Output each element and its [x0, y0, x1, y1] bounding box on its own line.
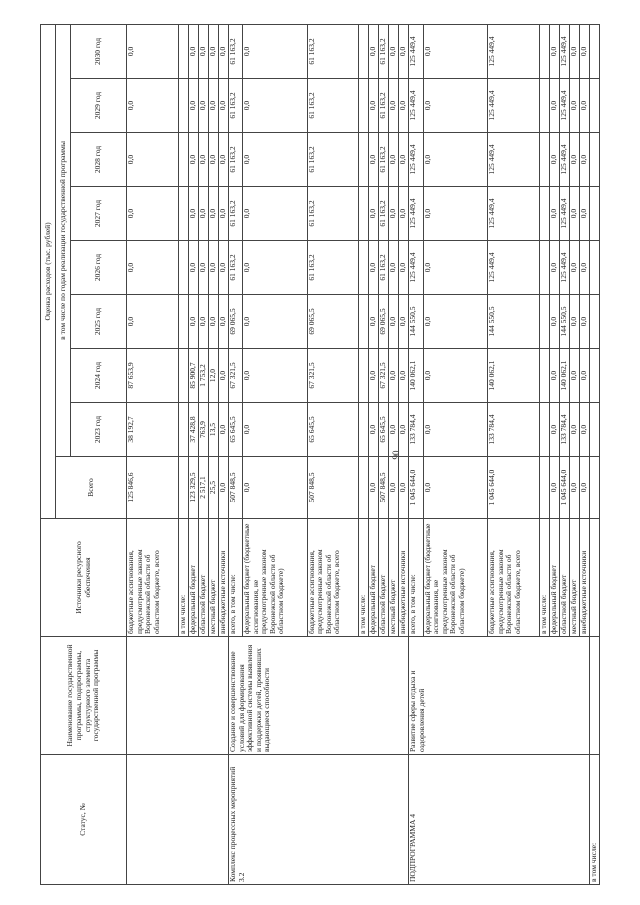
year-value-cell: 0,0	[218, 187, 228, 241]
year-value-cell: 0,0	[218, 24, 228, 78]
year-value-cell: 0,0	[423, 349, 488, 403]
year-value-cell: 61 163,2	[228, 187, 242, 241]
year-value-cell: 0,0	[242, 79, 307, 133]
source-cell: федеральный бюджет (бюджетные ассигнования, не предусмотренные законом Воронежской области об областном бюджете)	[423, 519, 488, 637]
year-value-cell: 0,0	[369, 133, 379, 187]
budget-table	[40, 24, 600, 885]
year-value-cell	[359, 24, 369, 78]
year-value-cell: 0,0	[188, 295, 198, 349]
year-value-cell: 0,0	[389, 133, 399, 187]
status-cell: ПОДПРОГРАММА 4	[409, 755, 590, 885]
source-cell: в том числе:	[540, 519, 550, 637]
year-value-cell: 0,0	[580, 295, 590, 349]
year-value-cell: 0,0	[127, 187, 179, 241]
year-value-cell	[540, 349, 550, 403]
year-value-cell: 0,0	[423, 187, 488, 241]
year-value-cell: 61 163,2	[228, 133, 242, 187]
year-value-cell	[178, 133, 188, 187]
year-value-cell: 0,0	[198, 241, 208, 295]
year-value-cell: 0,0	[570, 79, 580, 133]
year-value-cell: 0,0	[389, 79, 399, 133]
year-value-cell	[359, 241, 369, 295]
table-row	[127, 24, 179, 884]
year-value-cell	[540, 295, 550, 349]
total-cell	[590, 457, 600, 519]
source-cell: областной бюджет	[379, 519, 389, 637]
total-cell: 0,0	[389, 457, 399, 519]
year-value-cell: 763,9	[198, 403, 208, 457]
year-value-cell: 0,0	[550, 187, 560, 241]
year-value-cell	[178, 241, 188, 295]
year-value-cell: 0,0	[242, 133, 307, 187]
total-cell: 507 848,5	[228, 457, 242, 519]
total-cell: 123 329,5	[188, 457, 198, 519]
total-cell: 1 045 644,0	[409, 457, 423, 519]
year-value-cell: 0,0	[188, 133, 198, 187]
year-value-cell: 0,0	[570, 295, 580, 349]
source-cell: в том числе:	[178, 519, 188, 637]
year-value-cell: 0,0	[550, 24, 560, 78]
total-cell: 0,0	[580, 457, 590, 519]
year-value-cell: 0,0	[399, 187, 409, 241]
year-value-cell: 125 449,4	[488, 187, 540, 241]
year-value-cell: 0,0	[550, 241, 560, 295]
year-value-cell: 125 449,4	[409, 133, 423, 187]
year-value-cell: 0,0	[580, 403, 590, 457]
year-value-cell: 0,0	[218, 403, 228, 457]
year-value-cell: 0,0	[218, 79, 228, 133]
year-value-cell: 0,0	[188, 24, 198, 78]
year-value-cell: 65 645,5	[228, 403, 242, 457]
year-value-cell: 0,0	[198, 133, 208, 187]
year-value-cell: 0,0	[389, 24, 399, 78]
year-value-cell: 0,0	[389, 403, 399, 457]
status-cell: в том числе:	[590, 755, 600, 885]
year-value-cell: 0,0	[399, 79, 409, 133]
year-value-cell: 144 550,5	[409, 295, 423, 349]
year-value-cell	[178, 349, 188, 403]
year-value-cell: 0,0	[580, 24, 590, 78]
total-cell: 2 517,1	[198, 457, 208, 519]
year-value-cell: 125 449,4	[409, 24, 423, 78]
year-value-cell: 125 449,4	[488, 79, 540, 133]
year-value-cell: 67 321,5	[228, 349, 242, 403]
year-value-cell: 0,0	[389, 349, 399, 403]
year-value-cell: 61 163,2	[307, 24, 359, 78]
source-cell: внебюджетные источники	[580, 519, 590, 637]
year-value-cell: 0,0	[218, 241, 228, 295]
year-value-cell: 0,0	[218, 295, 228, 349]
year-value-cell: 0,0	[570, 24, 580, 78]
source-cell: внебюджетные источники	[399, 519, 409, 637]
year-value-cell: 0,0	[198, 24, 208, 78]
year-value-cell: 144 550,5	[488, 295, 540, 349]
total-cell: 1 045 644,0	[488, 457, 540, 519]
year-value-cell: 0,0	[127, 133, 179, 187]
year-value-cell: 125 449,4	[409, 187, 423, 241]
year-value-cell: 61 163,2	[228, 241, 242, 295]
source-cell: федеральный бюджет	[369, 519, 379, 637]
year-value-cell: 125 449,4	[560, 24, 570, 78]
table-header	[41, 24, 127, 884]
year-value-cell: 0,0	[127, 79, 179, 133]
year-value-cell: 1 753,2	[198, 349, 208, 403]
table-row	[590, 24, 600, 884]
total-cell: 1 045 644,0	[560, 457, 570, 519]
year-value-cell	[590, 295, 600, 349]
year-value-cell: 0,0	[198, 187, 208, 241]
year-value-cell: 61 163,2	[228, 79, 242, 133]
year-value-cell: 0,0	[208, 133, 218, 187]
year-value-cell: 67 321,5	[307, 349, 359, 403]
year-value-cell: 0,0	[369, 349, 379, 403]
year-value-cell: 0,0	[198, 295, 208, 349]
year-value-cell: 13,5	[208, 403, 218, 457]
year-value-cell: 0,0	[423, 133, 488, 187]
year-value-cell: 67 321,5	[379, 349, 389, 403]
year-value-cell	[540, 187, 550, 241]
source-cell: в том числе:	[359, 519, 369, 637]
total-cell: 25,5	[208, 457, 218, 519]
year-value-cell: 0,0	[188, 241, 198, 295]
source-cell: федеральный бюджет	[550, 519, 560, 637]
total-cell: 507 848,5	[379, 457, 389, 519]
year-value-cell	[359, 295, 369, 349]
year-value-cell: 61 163,2	[379, 187, 389, 241]
year-value-cell: 61 163,2	[307, 241, 359, 295]
year-value-cell: 133 784,4	[409, 403, 423, 457]
year-value-cell: 0,0	[218, 133, 228, 187]
year-value-cell	[359, 349, 369, 403]
total-cell	[359, 457, 369, 519]
year-value-cell: 61 163,2	[307, 133, 359, 187]
year-value-cell	[540, 133, 550, 187]
year-value-cell: 140 062,1	[409, 349, 423, 403]
header-year: 2024 год	[71, 349, 127, 403]
year-value-cell: 61 163,2	[379, 24, 389, 78]
year-value-cell: 0,0	[208, 295, 218, 349]
year-value-cell: 125 449,4	[560, 187, 570, 241]
year-value-cell	[590, 187, 600, 241]
year-value-cell: 0,0	[242, 403, 307, 457]
year-value-cell: 0,0	[550, 403, 560, 457]
year-value-cell	[178, 24, 188, 78]
year-value-cell: 0,0	[369, 295, 379, 349]
year-value-cell: 0,0	[399, 295, 409, 349]
year-value-cell	[178, 295, 188, 349]
year-value-cell: 37 428,8	[188, 403, 198, 457]
total-cell: 507 848,5	[307, 457, 359, 519]
year-value-cell: 69 065,5	[379, 295, 389, 349]
total-cell	[540, 457, 550, 519]
year-value-cell	[540, 403, 550, 457]
year-value-cell: 0,0	[242, 349, 307, 403]
total-cell: 0,0	[369, 457, 379, 519]
total-cell: 0,0	[218, 457, 228, 519]
source-cell: внебюджетные источники	[218, 519, 228, 637]
year-value-cell	[178, 79, 188, 133]
year-value-cell: 0,0	[423, 403, 488, 457]
header-status: Статус, №	[41, 755, 127, 885]
year-value-cell: 144 550,5	[560, 295, 570, 349]
source-cell: местный бюджет	[570, 519, 580, 637]
name-cell: Создание и совершенствование условий для формирования эффективной системы выявления и поддержки детей, проявивших выдающиеся способности	[228, 637, 409, 755]
total-cell: 0,0	[399, 457, 409, 519]
year-value-cell: 12,0	[208, 349, 218, 403]
year-value-cell: 0,0	[208, 187, 218, 241]
year-value-cell: 0,0	[242, 187, 307, 241]
year-value-cell: 0,0	[570, 403, 580, 457]
year-value-cell: 0,0	[369, 241, 379, 295]
header-name: Наименование государственной программы, подпрограммы, структурного элемента государственной программы	[41, 637, 127, 755]
source-cell	[590, 519, 600, 637]
year-value-cell: 0,0	[550, 79, 560, 133]
source-cell: областной бюджет	[198, 519, 208, 637]
year-value-cell: 125 449,4	[488, 133, 540, 187]
year-value-cell: 61 163,2	[379, 133, 389, 187]
total-cell	[178, 457, 188, 519]
year-value-cell: 0,0	[423, 79, 488, 133]
year-value-cell: 125 449,4	[560, 241, 570, 295]
year-value-cell: 0,0	[399, 24, 409, 78]
total-cell: 0,0	[242, 457, 307, 519]
year-value-cell: 87 653,9	[127, 349, 179, 403]
source-cell: всего, в том числе:	[228, 519, 242, 637]
year-value-cell: 61 163,2	[228, 24, 242, 78]
year-value-cell: 0,0	[127, 295, 179, 349]
year-value-cell: 0,0	[208, 79, 218, 133]
year-value-cell: 125 449,4	[560, 79, 570, 133]
name-cell: Развитие сферы отдыха и оздоровления детей	[409, 637, 590, 755]
year-value-cell: 65 645,5	[379, 403, 389, 457]
total-cell: 125 846,6	[127, 457, 179, 519]
year-value-cell: 65 645,5	[307, 403, 359, 457]
year-value-cell: 0,0	[423, 24, 488, 78]
header-year: 2030 год	[71, 24, 127, 78]
year-value-cell	[590, 241, 600, 295]
year-value-cell	[359, 79, 369, 133]
year-value-cell: 0,0	[369, 187, 379, 241]
year-value-cell: 125 449,4	[560, 133, 570, 187]
year-value-cell: 61 163,2	[307, 187, 359, 241]
source-cell: бюджетные ассигнования, предусмотренные законом Воронежской области об областном бюджете, всего	[127, 519, 179, 637]
year-value-cell: 133 784,4	[488, 403, 540, 457]
year-value-cell: 0,0	[127, 241, 179, 295]
year-value-cell: 133 784,4	[560, 403, 570, 457]
header-year: 2023 год	[71, 403, 127, 457]
year-value-cell: 0,0	[208, 241, 218, 295]
year-value-cell: 125 449,4	[409, 79, 423, 133]
year-value-cell	[540, 241, 550, 295]
status-cell: Комплекс процессных мероприятий 3.2	[228, 755, 409, 885]
year-value-cell: 0,0	[580, 349, 590, 403]
year-value-cell: 61 163,2	[379, 241, 389, 295]
source-cell: местный бюджет	[389, 519, 399, 637]
year-value-cell: 0,0	[399, 133, 409, 187]
header-total: Всего	[56, 457, 127, 519]
year-value-cell	[590, 79, 600, 133]
source-cell: всего, в том числе:	[409, 519, 423, 637]
total-cell: 0,0	[570, 457, 580, 519]
year-value-cell: 69 065,5	[307, 295, 359, 349]
year-value-cell: 125 449,4	[488, 241, 540, 295]
year-value-cell: 0,0	[369, 24, 379, 78]
year-value-cell	[178, 187, 188, 241]
header-estimate: Оценка расходов (тыс. рублей)	[41, 24, 56, 518]
year-value-cell: 125 449,4	[488, 24, 540, 78]
year-value-cell: 0,0	[369, 79, 379, 133]
table-row	[228, 24, 242, 884]
header-year: 2028 год	[71, 133, 127, 187]
year-value-cell: 0,0	[127, 24, 179, 78]
year-value-cell	[359, 187, 369, 241]
year-value-cell: 0,0	[423, 295, 488, 349]
table-row	[409, 24, 423, 884]
table-body	[127, 24, 600, 884]
source-cell: бюджетные ассигнования, предусмотренные законом Воронежской области об областном бюджете, всего	[307, 519, 359, 637]
year-value-cell: 0,0	[399, 403, 409, 457]
year-value-cell: 0,0	[580, 133, 590, 187]
year-value-cell	[590, 349, 600, 403]
total-cell: 0,0	[550, 457, 560, 519]
year-value-cell: 0,0	[580, 187, 590, 241]
year-value-cell: 0,0	[369, 403, 379, 457]
status-cell	[127, 755, 229, 885]
year-value-cell: 0,0	[570, 187, 580, 241]
year-value-cell: 125 449,4	[409, 241, 423, 295]
year-value-cell	[540, 24, 550, 78]
year-value-cell: 0,0	[550, 295, 560, 349]
year-value-cell: 140 062,1	[488, 349, 540, 403]
year-value-cell: 0,0	[570, 349, 580, 403]
year-value-cell: 0,0	[389, 187, 399, 241]
source-cell: федеральный бюджет (бюджетные ассигнования, не предусмотренные законом Воронежской области об областном бюджете)	[242, 519, 307, 637]
year-value-cell: 0,0	[188, 79, 198, 133]
year-value-cell: 0,0	[389, 295, 399, 349]
year-value-cell	[359, 403, 369, 457]
header-year: 2025 год	[71, 295, 127, 349]
source-cell: бюджетные ассигнования, предусмотренные законом Воронежской области об областном бюджете, всего	[488, 519, 540, 637]
year-value-cell	[178, 403, 188, 457]
year-value-cell: 61 163,2	[379, 79, 389, 133]
year-value-cell	[590, 133, 600, 187]
header-by-year: в том числе по годам реализации государственной программы	[56, 24, 71, 456]
year-value-cell: 0,0	[399, 349, 409, 403]
year-value-cell	[590, 24, 600, 78]
year-value-cell: 0,0	[198, 79, 208, 133]
year-value-cell: 0,0	[580, 241, 590, 295]
year-value-cell: 0,0	[423, 241, 488, 295]
year-value-cell: 0,0	[550, 349, 560, 403]
header-year: 2027 год	[71, 187, 127, 241]
header-source: Источники ресурсного обеспечения	[41, 519, 127, 637]
year-value-cell: 0,0	[550, 133, 560, 187]
header-year: 2029 год	[71, 79, 127, 133]
year-value-cell: 0,0	[242, 24, 307, 78]
year-value-cell: 38 192,7	[127, 403, 179, 457]
year-value-cell: 69 065,5	[228, 295, 242, 349]
year-value-cell	[359, 133, 369, 187]
total-cell: 0,0	[423, 457, 488, 519]
year-value-cell: 0,0	[218, 349, 228, 403]
year-value-cell: 0,0	[580, 79, 590, 133]
source-cell: местный бюджет	[208, 519, 218, 637]
year-value-cell: 0,0	[399, 241, 409, 295]
source-cell: областной бюджет	[560, 519, 570, 637]
year-value-cell: 0,0	[242, 241, 307, 295]
source-cell: федеральный бюджет	[188, 519, 198, 637]
year-value-cell: 61 163,2	[307, 79, 359, 133]
year-value-cell: 0,0	[389, 241, 399, 295]
name-cell	[127, 637, 229, 755]
page-number: 90	[391, 450, 401, 460]
year-value-cell: 0,0	[208, 24, 218, 78]
year-value-cell: 0,0	[570, 241, 580, 295]
rotated-page	[40, 25, 600, 885]
year-value-cell: 0,0	[242, 295, 307, 349]
year-value-cell	[590, 403, 600, 457]
year-value-cell: 0,0	[188, 187, 198, 241]
year-value-cell: 85 900,7	[188, 349, 198, 403]
header-year: 2026 год	[71, 241, 127, 295]
year-value-cell	[540, 79, 550, 133]
year-value-cell: 140 062,1	[560, 349, 570, 403]
name-cell	[590, 637, 600, 755]
year-value-cell: 0,0	[570, 133, 580, 187]
